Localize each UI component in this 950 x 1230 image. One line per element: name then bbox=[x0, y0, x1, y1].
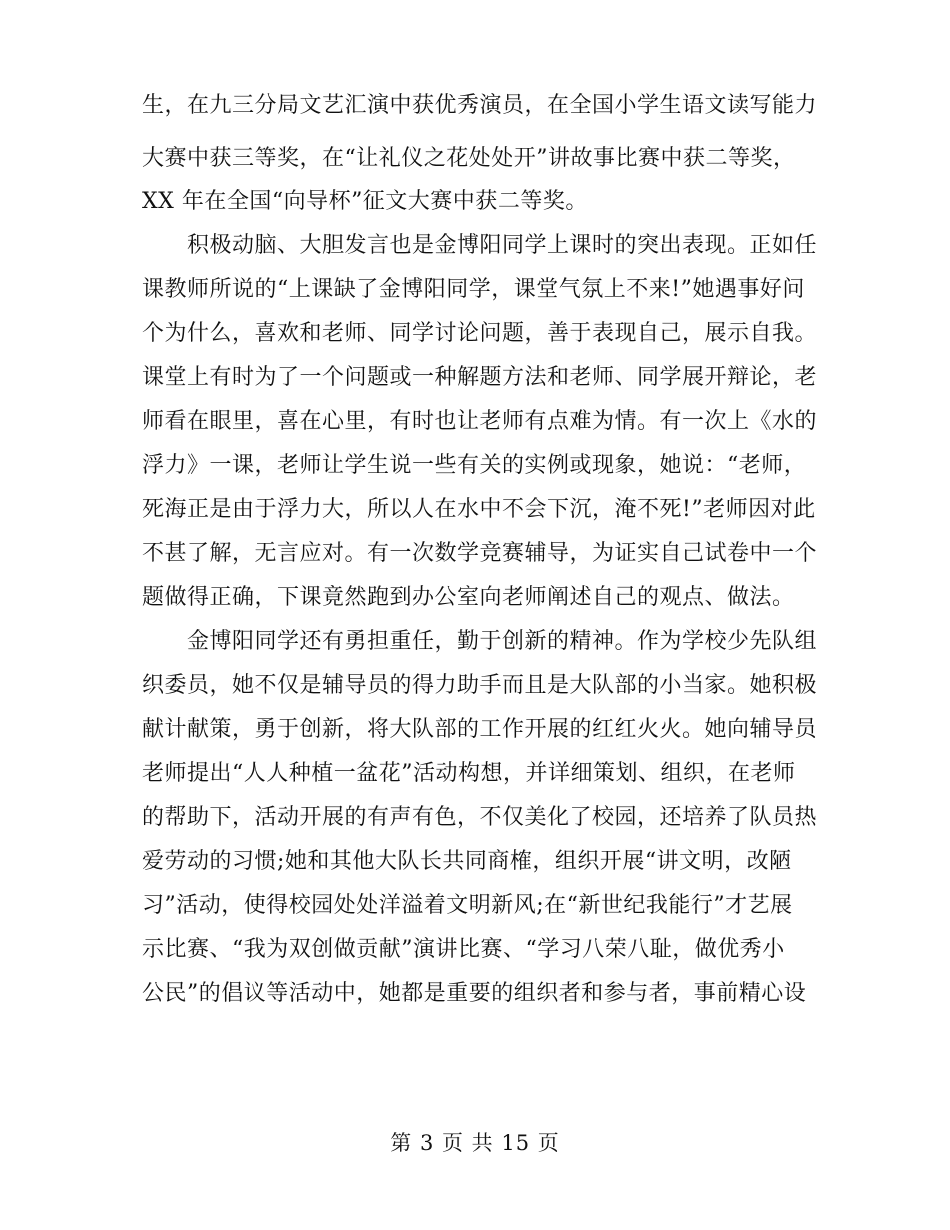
text-line: 课堂上有时为了一个问题或一种解题方法和老师、同学展开辩论，老 bbox=[142, 365, 818, 390]
text-line: 爱劳动的习惯;她和其他大队长共同商榷，组织开展“讲文明，改陋 bbox=[142, 849, 792, 874]
text-line: 浮力》一课，老师让学生说一些有关的实例或现象，她说：“老师， bbox=[142, 453, 807, 478]
text-line: 老师提出“人人种植一盆花”活动构想，并详细策划、组织，在老师 bbox=[142, 761, 796, 786]
paragraph-first-line: 金博阳同学还有勇担重任，勤于创新的精神。作为学校少先队组 bbox=[187, 629, 818, 654]
text-line: 课教师所说的“上课缺了金博阳同学，课堂气氛上不来!”她遇事好问 bbox=[142, 277, 805, 302]
text-line: 大赛中获三等奖，在“让礼仪之花处处开”讲故事比赛中获二等奖， bbox=[142, 146, 796, 171]
text-line: 师看在眼里，喜在心里，有时也让老师有点难为情。有一次上《水的 bbox=[142, 409, 818, 434]
text-line: 死海正是由于浮力大，所以人在水中不会下沉，淹不死!”老师因对此 bbox=[142, 497, 816, 522]
text-line: 个为什么，喜欢和老师、同学讨论问题，善于表现自己，展示自我。 bbox=[142, 321, 818, 346]
text-line: 织委员，她不仅是辅导员的得力助手而且是大队部的小当家。她积极 bbox=[142, 673, 818, 698]
text-line: 示比赛、“我为双创做贡献”演讲比赛、“学习八荣八耻，做优秀小 bbox=[142, 937, 785, 962]
text-line: 生，在九三分局文艺汇演中获优秀演员，在全国小学生语文读写能力 bbox=[142, 93, 818, 118]
text-line: XX 年在全国“向导杯”征文大赛中获二等奖。 bbox=[142, 189, 588, 214]
text-line: 公民”的倡议等活动中，她都是重要的组织者和参与者，事前精心设 bbox=[142, 981, 807, 1006]
text-line: 献计献策，勇于创新，将大队部的工作开展的红红火火。她向辅导员 bbox=[142, 717, 818, 742]
paragraph-first-line: 积极动脑、大胆发言也是金博阳同学上课时的突出表现。正如任 bbox=[187, 233, 818, 258]
text-line: 不甚了解，无言应对。有一次数学竞赛辅导，为证实自己试卷中一个 bbox=[142, 541, 818, 566]
text-line: 的帮助下，活动开展的有声有色，不仅美化了校园，还培养了队员热 bbox=[142, 805, 818, 830]
text-line: 习”活动，使得校园处处洋溢着文明新风;在“新世纪我能行”才艺展 bbox=[142, 893, 793, 918]
page-number-footer: 第 3 页 共 15 页 bbox=[390, 1131, 560, 1155]
text-line: 题做得正确，下课竟然跑到办公室向老师阐述自己的观点、做法。 bbox=[142, 585, 795, 610]
